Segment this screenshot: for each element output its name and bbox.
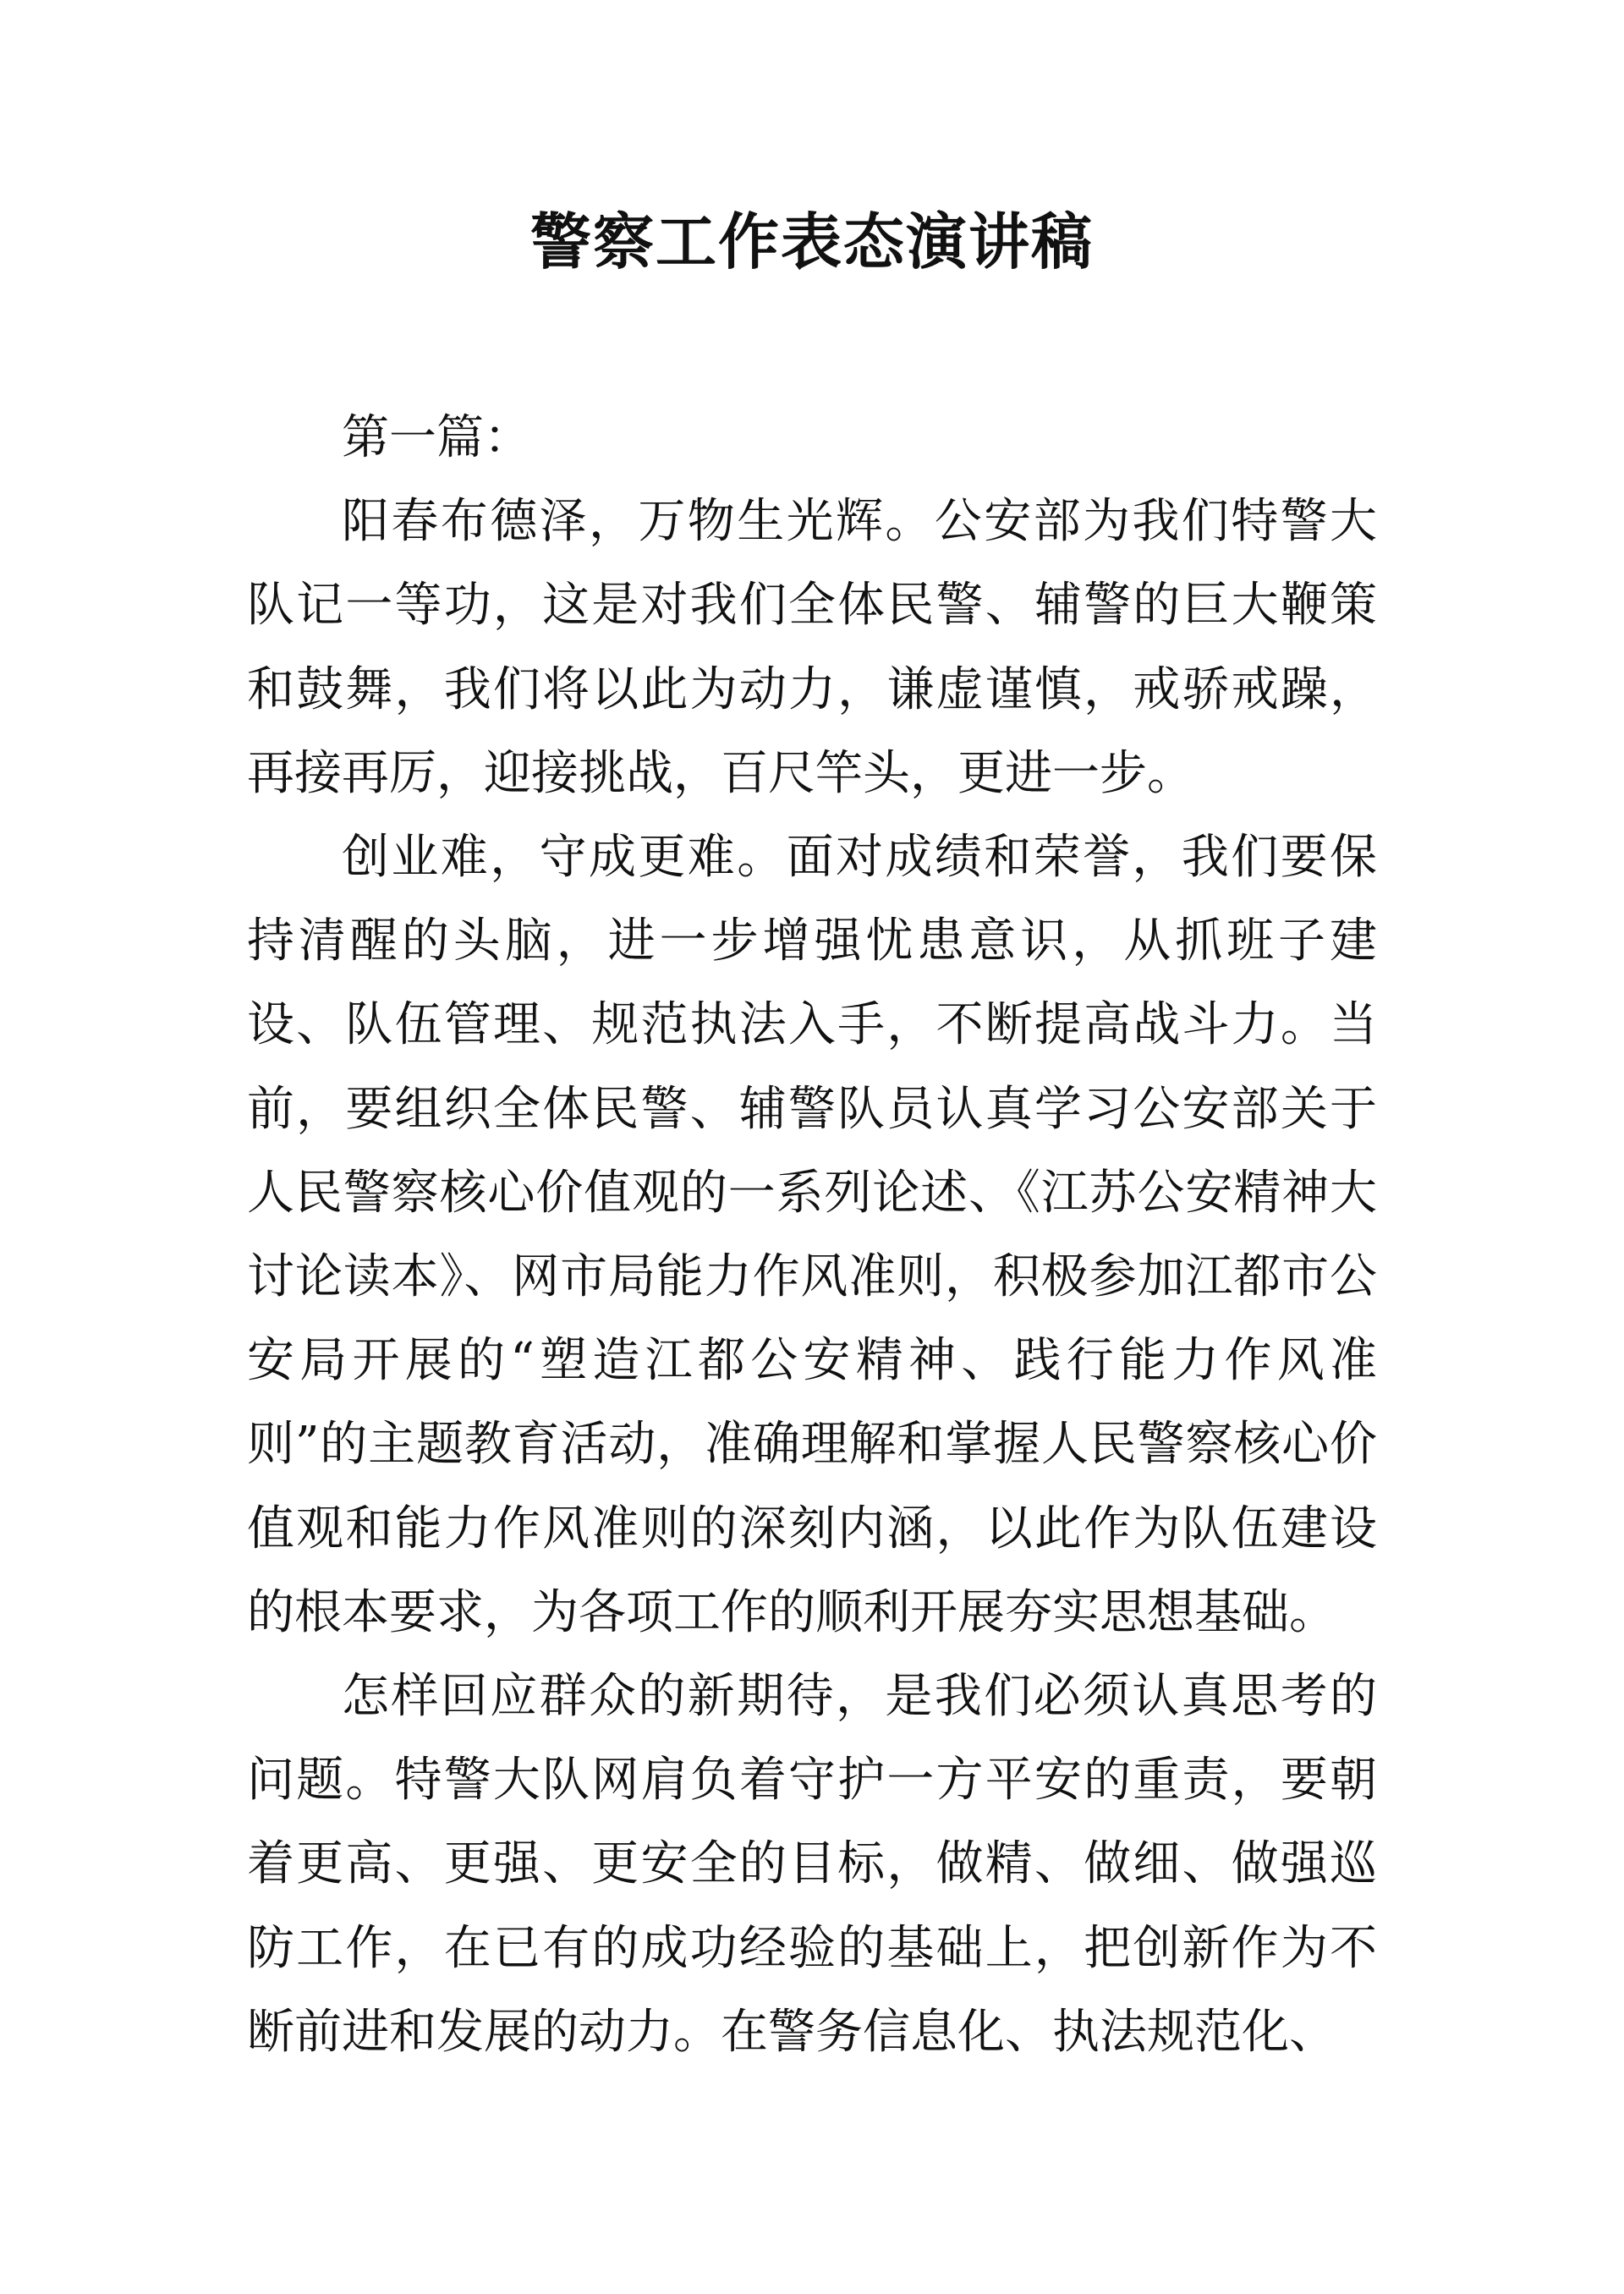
section-label: 第一篇： xyxy=(342,410,531,465)
document-body xyxy=(247,396,1377,2074)
document-title: 警察工作表态演讲稿 xyxy=(529,206,1094,277)
paragraph-2: 创业难，守成更难。面对成绩和荣誉，我们要保持清醒的头脑，进一步增强忧患意识，从抓班子建设、队伍管理、规范执法入手，不断提高战斗力。当前，要组织全体民警、辅警队员认真学习公安部关于人民警察核心价值观的一系列论述、《江苏公安精神大讨论读本》、网市局能力作风准则，积极参加江都市公安局开展的“塑造江都公安精神、践行能力作风准则”的主题教育活动，准确理解和掌握人民警察核心价值观和能力作风准则的深刻内涵，以此作为队伍建设的根本要求，为各项工作的顺利开展夯实思想基础。 xyxy=(247,830,1377,1640)
paragraph-1: 阳春布德泽，万物生光辉。公安部为我们特警大队记一等功，这是对我们全体民警、辅警的巨大鞭策和鼓舞，我们将以此为动力，谦虚谨慎，戒骄戒躁，再接再厉，迎接挑战，百尺竿头，更进一步。 xyxy=(247,494,1377,801)
paragraph-3: 怎样回应群众的新期待，是我们必须认真思考的问题。特警大队网肩负着守护一方平安的重责，要朝着更高、更强、更安全的目标，做精、做细、做强巡防工作，在已有的成功经验的基础上，把创新作为不断前进和发展的动力。在警务信息化、执法规范化、 xyxy=(247,1669,1377,2060)
